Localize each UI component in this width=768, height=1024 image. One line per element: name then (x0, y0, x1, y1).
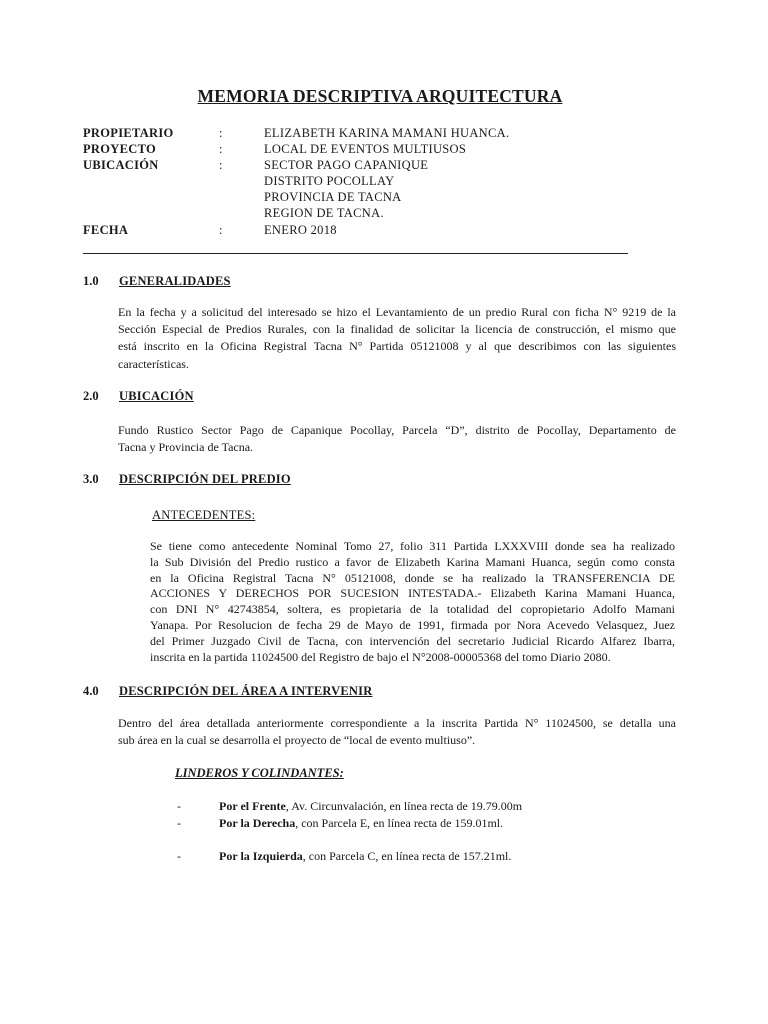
paragraph-line: ACCIONES Y DERECHOS POR SUCESION INTESTADA.- Elizabeth Karina Mamani Huanca, (150, 586, 675, 601)
fecha-label: FECHA (83, 223, 129, 237)
propietario-colon: : (219, 126, 223, 140)
proyecto-value: LOCAL DE EVENTOS MULTIUSOS (264, 142, 467, 156)
lindero-label: Por el Frente (219, 799, 286, 813)
paragraph-area-intervenir (118, 715, 676, 749)
ubicacion-colon: : (219, 158, 223, 172)
separator-rule (83, 253, 628, 254)
ubicacion-line: REGION DE TACNA. (264, 206, 384, 220)
lindero-detail: , con Parcela C, en línea recta de 157.21ml. (302, 849, 512, 863)
paragraph-ubicacion (118, 422, 676, 456)
ubicacion-line: PROVINCIA DE TACNA (264, 190, 402, 204)
section-title-area-intervenir: DESCRIPCIÓN DEL ÁREA A INTERVENIR (119, 684, 373, 698)
section-title-descripcion-predio: DESCRIPCIÓN DEL PREDIO (119, 472, 291, 486)
paragraph-line: características. (118, 356, 189, 371)
paragraph-line: inscrita en la partida 11024500 del Registro de bajo el N°2008-00005368 del tomo Diario 2080. (150, 649, 611, 664)
fecha-colon: : (219, 223, 223, 237)
list-bullet: - (177, 799, 181, 813)
lindero-izquierda (219, 849, 511, 864)
paragraph-line: sub área en la cual se desarrolla el proyecto de “local de evento multiuso”. (118, 733, 476, 748)
paragraph-line: Tacna y Provincia de Tacna. (118, 440, 254, 455)
paragraph-line: la Sub División del Predio rustico a favor de Elizabeth Karina Mamani Huanca, según como consta (150, 554, 675, 569)
paragraph-line: Yanapa. Por Resolucion de fecha 29 de Mayo de 1991, firmada por Nora Acevedo Velasquez, Juez (150, 617, 675, 632)
paragraph-generalidades (118, 304, 676, 373)
paragraph-line: está inscrito en la Oficina Registral Tacna N° Partida 05121008 y al que describimos con las siguientes (118, 339, 676, 354)
paragraph-line: Sección Especial de Predios Rurales, con la finalidad de solicitar la licencia de construcción, el mismo que (118, 322, 676, 337)
lindero-derecha (219, 816, 503, 831)
ubicacion-line: SECTOR PAGO CAPANIQUE (264, 158, 429, 172)
section-number: 3.0 (83, 472, 99, 486)
lindero-frente (219, 799, 522, 814)
section-number: 1.0 (83, 274, 99, 288)
paragraph-line: Se tiene como antecedente Nominal Tomo 27, folio 311 Partida LXXXVIII donde sea ha realizado (150, 539, 675, 553)
section-title-generalidades: GENERALIDADES (119, 274, 231, 288)
proyecto-colon: : (219, 142, 223, 156)
lindero-detail: , Av. Circunvalación, en línea recta de 19.79.00m (285, 799, 523, 813)
paragraph-line: con DNI N° 42743854, soltera, es propietaria de la totalidad del copropietario Adolfo Mamani (150, 602, 675, 617)
list-bullet: - (177, 816, 181, 830)
linderos-title: LINDEROS Y COLINDANTES: (175, 766, 344, 780)
propietario-label: PROPIETARIO (83, 126, 174, 140)
lindero-label: Por la Derecha (219, 816, 296, 830)
paragraph-line: En la fecha y a solicitud del interesado se hizo el Levantamiento de un predio Rural con ficha N° 9219 de la (118, 305, 676, 319)
lindero-label: Por la Izquierda (219, 849, 303, 863)
paragraph-line: del Primer Juzgado Civil de Tacna, con intervención del secretario Judicial Ricardo Alfarez Ibarra, (150, 633, 675, 648)
lindero-detail: , con Parcela E, en línea recta de 159.01ml. (295, 816, 504, 830)
ubicacion-label: UBICACIÓN (83, 158, 159, 172)
proyecto-label: PROYECTO (83, 142, 157, 156)
paragraph-line: Fundo Rustico Sector Pago de Capanique Pocollay, Parcela “D”, distrito de Pocollay, Departamento de (118, 423, 676, 437)
paragraph-antecedentes (150, 539, 675, 665)
ubicacion-line: DISTRITO POCOLLAY (264, 174, 395, 188)
section-number: 4.0 (83, 684, 99, 698)
paragraph-line: en la Oficina Registral Tacna N° 05121008, donde se ha realizado la TRANSFERENCIA DE (150, 570, 675, 585)
list-bullet: - (177, 849, 181, 863)
propietario-value: ELIZABETH KARINA MAMANI HUANCA. (264, 126, 510, 140)
fecha-value: ENERO 2018 (264, 223, 337, 237)
subtitle-antecedentes: ANTECEDENTES: (152, 508, 256, 522)
document-title: MEMORIA DESCRIPTIVA ARQUITECTURA (197, 86, 563, 106)
section-title-ubicacion: UBICACIÓN (119, 389, 194, 403)
section-number: 2.0 (83, 389, 99, 403)
paragraph-line: Dentro del área detallada anteriormente correspondiente a la inscrita Partida N° 11024500, se detalla una (118, 716, 676, 730)
